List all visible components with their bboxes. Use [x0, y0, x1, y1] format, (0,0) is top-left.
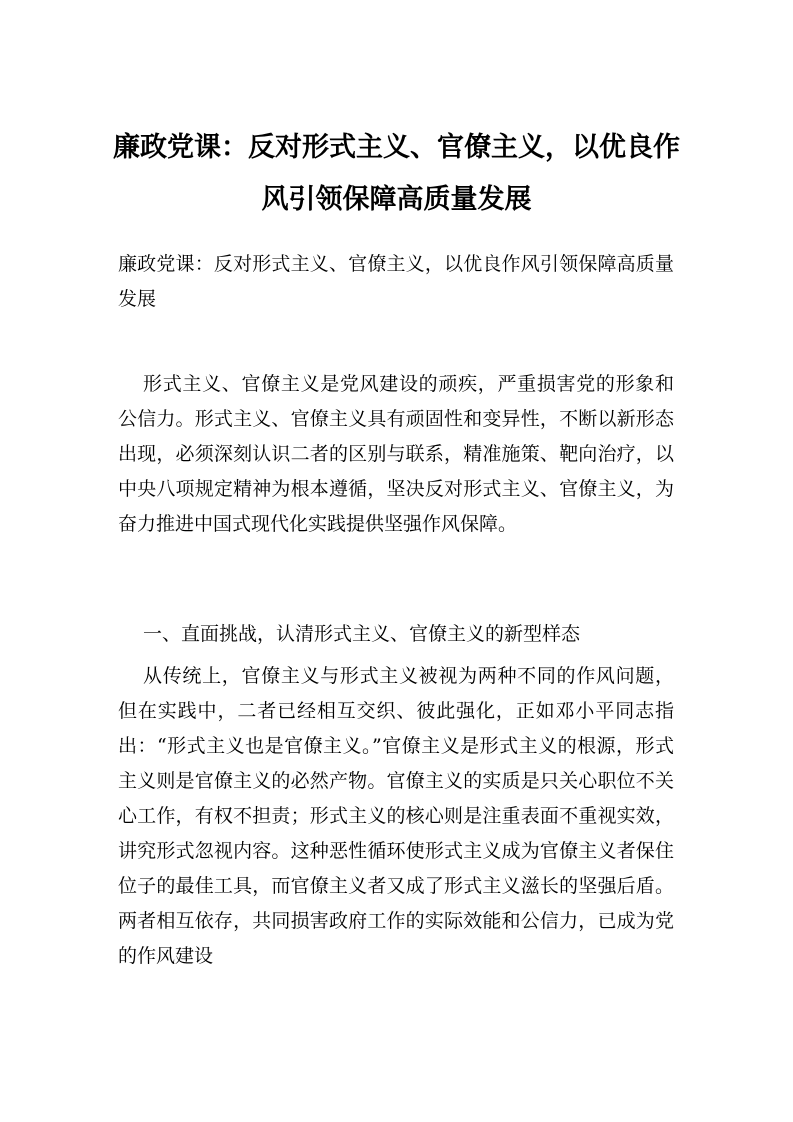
- body-paragraph-section-1: 从传统上，官僚主义与形式主义被视为两种不同的作风问题，但在实践中，二者已经相互交织、彼此强化，正如邓小平同志指出：“形式主义也是官僚主义。”官僚主义是形式主义的根源，形式主义则是官僚主义的必然产物。官僚主义的实质是只关心职位不关心工作，有权不担责；形式主义的核心则是注重表面不重视实效，讲究形式忽视内容。这种恶性循环使形式主义成为官僚主义者保住位子的最佳工具，而官僚主义者又成了形式主义滋长的坚强后盾。两者相互依存，共同损害政府工作的实际效能和公信力，已成为党的作风建设: [118, 665, 674, 967]
- body-paragraph-intro: 形式主义、官僚主义是党风建设的顽疾，严重损害党的形象和公信力。形式主义、官僚主义具有顽固性和变异性，不断以新形态出现，必须深刻认识二者的区别与联系，精准施策、靶向治疗，以中央八项规定精神为根本遵循，坚决反对形式主义、官僚主义，为奋力推进中国式现代化实践提供坚强作风保障。: [118, 373, 674, 535]
- document-subtitle: 廉政党课：反对形式主义、官僚主义，以优良作风引领保障高质量发展: [118, 253, 674, 310]
- document-title: 廉政党课：反对形式主义、官僚主义，以优良作风引领保障高质量发展: [113, 132, 680, 215]
- section-heading-1: 一、直面挑战，认清形式主义、官僚主义的新型样态: [143, 623, 581, 645]
